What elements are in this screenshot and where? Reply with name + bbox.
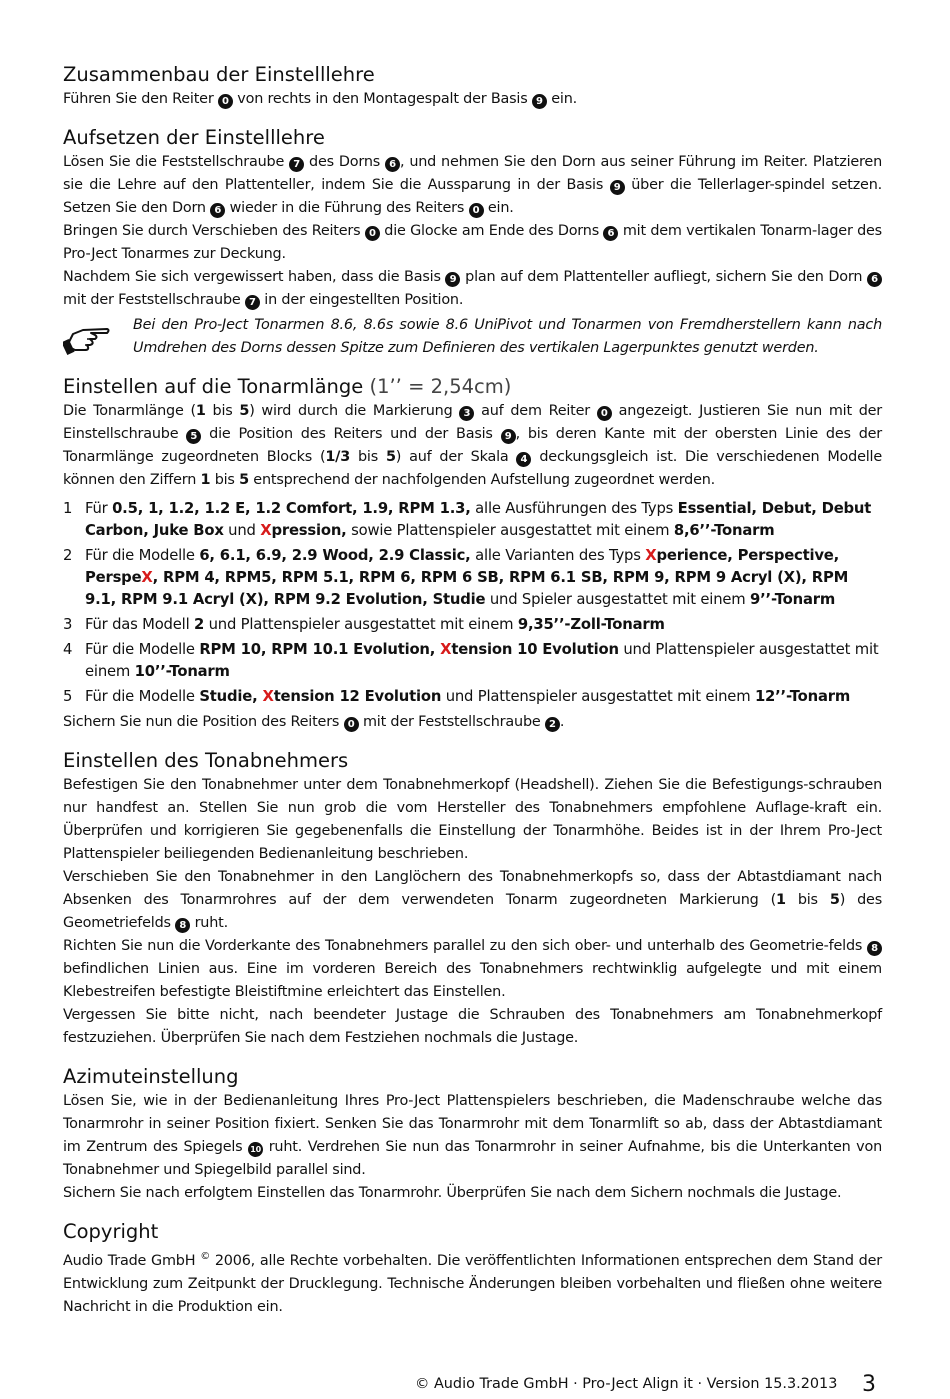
- section-title-assembly: Zusammenbau der Einstelllehre: [63, 63, 375, 86]
- note-box: [63, 314, 882, 360]
- marker-9: 9: [501, 429, 516, 444]
- page-footer: © Audio Trade GmbH · Pro-Ject Align it · Version 15.3.2013: [415, 1376, 838, 1392]
- marker-9: 9: [532, 94, 547, 109]
- marker-7: 7: [289, 157, 304, 172]
- mount-paragraph-2: Bringen Sie durch Verschieben des Reiters 0 die Glocke am Ende des Dorns 6 mit dem vertikalen Tonarm-lager des Pro-Ject Tonarmes zur Deckung.: [63, 223, 882, 262]
- marker-0: 0: [469, 203, 484, 218]
- marker-6: 6: [385, 157, 400, 172]
- marker-9: 9: [610, 180, 625, 195]
- mount-paragraph-3: Nachdem Sie sich vergewissert haben, dass die Basis 9 plan auf dem Plattenteller aufliegt, sichern Sie den Dorn 6 mit der Feststellschraube 7 in der eingestellten Position.: [63, 266, 882, 312]
- marker-0: 0: [218, 94, 233, 109]
- tonearm-model-list: [63, 498, 882, 708]
- cartridge-paragraph-4: Vergessen Sie bitte nicht, nach beendeter Justage die Schrauben des Tonabnehmers am Tonabnehmerkopf festzuziehen. Überprüfen Sie nach dem Festziehen nochmals die Justage.: [63, 1007, 882, 1046]
- marker-0: 0: [344, 717, 359, 732]
- list-item: 2 Für die Modelle 6, 6.1, 6.9, 2.9 Wood, 2.9 Classic, alle Varianten des Typs Xperience, Perspective, PerspeX, RPM 4, RPM5, RPM 5.1, RPM 6, RPM 6 SB, RPM 6.1 SB, RPM 9, RPM 9 Acryl (X), RPM 9.1, RPM 9.1 Acryl (X), RPM 9.2 Evolution, Studie und Spieler ausgestattet mit einem 9’’-Tonarm: [63, 547, 849, 608]
- list-item: 5 Für die Modelle Studie, Xtension 12 Evolution und Plattenspieler ausgestattet mit einem 12’’-Tonarm: [63, 688, 851, 705]
- mount-paragraph-1: Lösen Sie die Feststellschraube 7 des Dorns 6 , und nehmen Sie den Dorn aus seiner Führung im Reiter. Platzieren sie die Lehre auf den Plattenteller, indem Sie die Aussparung in der Basis 9 über die Tellerlager-spindel setzen. Setzen Sie den Dorn 6 wieder in die Führung des Reiters 0 ein.: [63, 154, 882, 216]
- marker-6: 6: [867, 272, 882, 287]
- marker-8: 8: [175, 918, 190, 933]
- page-number: 3: [862, 1372, 876, 1397]
- list-item: 1 Für 0.5, 1, 1.2, 1.2 E, 1.2 Comfort, 1.9, RPM 1.3, alle Ausführungen des Typs Essential, Debut, Debut Carbon, Juke Box und Xpression, sowie Plattenspieler ausgestattet mit einem 8,6’’-Tonarm: [63, 500, 872, 539]
- marker-7: 7: [245, 295, 260, 310]
- marker-9: 9: [445, 272, 460, 287]
- marker-8: 8: [867, 941, 882, 956]
- marker-0: 0: [365, 226, 380, 241]
- length-paragraph-2: Sichern Sie nun die Position des Reiters 0 mit der Feststellschraube 2 .: [63, 714, 565, 730]
- section-title-azimuth: Azimuteinstellung: [63, 1065, 239, 1088]
- marker-6: 6: [603, 226, 618, 241]
- cartridge-paragraph-1: Befestigen Sie den Tonabnehmer unter dem Tonabnehmerkopf (Headshell). Ziehen Sie die Befestigungs-schrauben nur handfest an. Stellen Sie nun grob die vom Hersteller des Tonabnehmers empfohlene Auflage-kraft ein. Überprüfen und korrigieren Sie gegebenenfalls die Einstellung der Tonarmhöhe. Beides ist in der Ihrem Pro-Ject Plattenspieler beiliegenden Bedienanleitung beschrieben.: [63, 777, 882, 862]
- marker-3: 3: [459, 406, 474, 421]
- manual-page: [63, 62, 882, 1319]
- section-title-mount: Aufsetzen der Einstelllehre: [63, 126, 325, 149]
- pointing-hand-icon: [63, 316, 111, 356]
- list-item: 4 Für die Modelle RPM 10, RPM 10.1 Evolution, Xtension 10 Evolution und Plattenspieler ausgestattet mit einem 10’’-Tonarm: [63, 641, 879, 680]
- list-item: 3 Für das Modell 2 und Plattenspieler ausgestattet mit einem 9,35’’-Zoll-Tonarm: [63, 616, 665, 633]
- marker-2: 2: [545, 717, 560, 732]
- marker-0: 0: [597, 406, 612, 421]
- azimuth-paragraph-1: Lösen Sie, wie in der Bedienanleitung Ihres Pro-Ject Plattenspielers beschrieben, die Madenschraube welche das Tonarmrohr in seiner Position fixiert. Senken Sie das Tonarmrohr mit dem Tonarmlift so ab, dass der Abtastdiamant im Zentrum des Spiegels 10 ruht. Verdrehen Sie nun das Tonarmrohr in seiner Aufnahme, bis die Unterkanten von Tonabnehmer und Spiegelbild parallel sind.: [63, 1093, 882, 1178]
- section-title-cartridge: Einstellen des Tonabnehmers: [63, 749, 349, 772]
- cartridge-paragraph-3: Richten Sie nun die Vorderkante des Tonabnehmers parallel zu den sich ober- und unterhalb des Geometrie-felds 8 befindlichen Linien aus. Eine im vorderen Bereich des Tonabnehmers rechtwinklig aufgelegte und mit einem Klebestreifen befestigte Bleistiftmine erleichtert das Einstellen.: [63, 938, 882, 1000]
- length-paragraph-1: Die Tonarmlänge (1 bis 5) wird durch die Markierung 3 auf dem Reiter 0 angezeigt. Justieren Sie nun mit der Einstellschraube 5 die Position des Reiters und der Basis 9 , bis deren Kante mit der obersten Linie des der Tonarmlänge zugeordneten Blocks (1/3 bis 5) auf der Skala 4 deckungsgleich ist. Die verschiedenen Modelle können den Ziffern 1 bis 5 entsprechend der nachfolgenden Aufstellung zugeordnet werden.: [63, 403, 883, 488]
- copyright-paragraph: Audio Trade GmbH © 2006, alle Rechte vorbehalten. Die veröffentlichten Informationen entsprechen dem Stand der Entwicklung zum Zeitpunkt der Drucklegung. Technische Änderungen bleiben vorbehalten und fließen ohne weitere Nachricht in die Produktion ein.: [63, 1251, 882, 1315]
- marker-6: 6: [210, 203, 225, 218]
- marker-5: 5: [186, 429, 201, 444]
- section-title-length: Einstellen auf die Tonarmlänge (1’’ = 2,54cm): [63, 375, 512, 398]
- marker-4: 4: [516, 452, 531, 467]
- note-text: Bei den Pro-Ject Tonarmen 8.6, 8.6s sowie 8.6 UniPivot und Tonarmen von Fremdherstellern kann nach Umdrehen des Dorns dessen Spitze zum Definieren des vertikalen Lagerpunktes genutzt werden.: [133, 317, 882, 356]
- azimuth-paragraph-2: Sichern Sie nach erfolgtem Einstellen das Tonarmrohr. Überprüfen Sie nach dem Sichern nochmals die Justage.: [63, 1185, 842, 1201]
- cartridge-paragraph-2: Verschieben Sie den Tonabnehmer in den Langlöchern des Tonabnehmerkopfs so, dass der Abtastdiamant nach Absenken des Tonarmrohres auf der dem verwendeten Tonarm zugeordneten Markierung (1 bis 5) des Geometriefelds 8 ruht.: [63, 869, 882, 931]
- marker-10: 10: [248, 1142, 263, 1157]
- assembly-paragraph: Führen Sie den Reiter 0 von rechts in den Montagespalt der Basis 9 ein.: [63, 91, 578, 107]
- section-title-copyright: Copyright: [63, 1220, 159, 1243]
